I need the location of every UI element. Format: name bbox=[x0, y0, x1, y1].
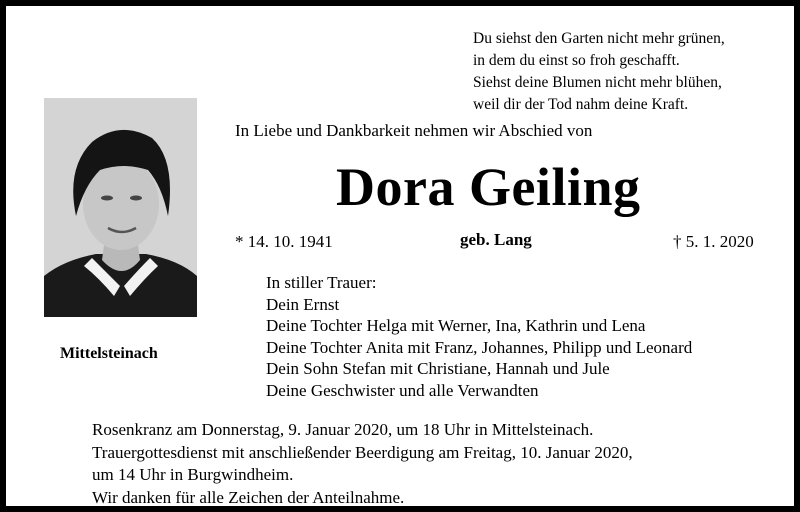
service-line: Wir danken für alle Zeichen der Anteilnahme. bbox=[92, 487, 405, 507]
mourners-line: Deine Tochter Anita mit Franz, Johannes, Philipp und Leonard bbox=[266, 337, 693, 357]
portrait-photo bbox=[44, 98, 197, 317]
mourners-line: In stiller Trauer: bbox=[266, 273, 377, 292]
maiden-name: geb. Lang bbox=[460, 230, 532, 249]
mourners-line: Deine Tochter Helga mit Werner, Ina, Kathrin und Lena bbox=[266, 316, 646, 335]
service-line: Trauergottesdienst mit anschließender Beerdigung am Freitag, 10. Januar 2020, bbox=[92, 442, 633, 462]
poem-line: weil dir der Tod nahm deine Kraft. bbox=[473, 96, 689, 113]
birth-date: * 14. 10. 1941 bbox=[235, 232, 333, 251]
deceased-name: Dora Geiling bbox=[336, 157, 641, 217]
death-date: † 5. 1. 2020 bbox=[673, 232, 754, 251]
portrait-image bbox=[44, 98, 197, 317]
mourners-line: Dein Sohn Stefan mit Christiane, Hannah und Jule bbox=[266, 359, 610, 378]
service-line: um 14 Uhr in Burgwindheim. bbox=[92, 465, 294, 484]
mourners-line: Deine Geschwister und alle Verwandten bbox=[266, 380, 539, 400]
poem-line: in dem du einst so froh geschafft. bbox=[473, 52, 680, 69]
mourners-list bbox=[266, 272, 692, 401]
place-label: Mittelsteinach bbox=[60, 345, 158, 362]
service-line: Rosenkranz am Donnerstag, 9. Januar 2020, um 18 Uhr in Mittelsteinach. bbox=[92, 420, 594, 439]
poem bbox=[473, 28, 725, 116]
intro-text: In Liebe und Dankbarkeit nehmen wir Abschied von bbox=[235, 121, 593, 140]
poem-line: Du siehst den Garten nicht mehr grünen, bbox=[473, 30, 725, 47]
mourners-line: Dein Ernst bbox=[266, 294, 340, 314]
poem-line: Siehst deine Blumen nicht mehr blühen, bbox=[473, 74, 722, 91]
service-info bbox=[92, 419, 633, 509]
